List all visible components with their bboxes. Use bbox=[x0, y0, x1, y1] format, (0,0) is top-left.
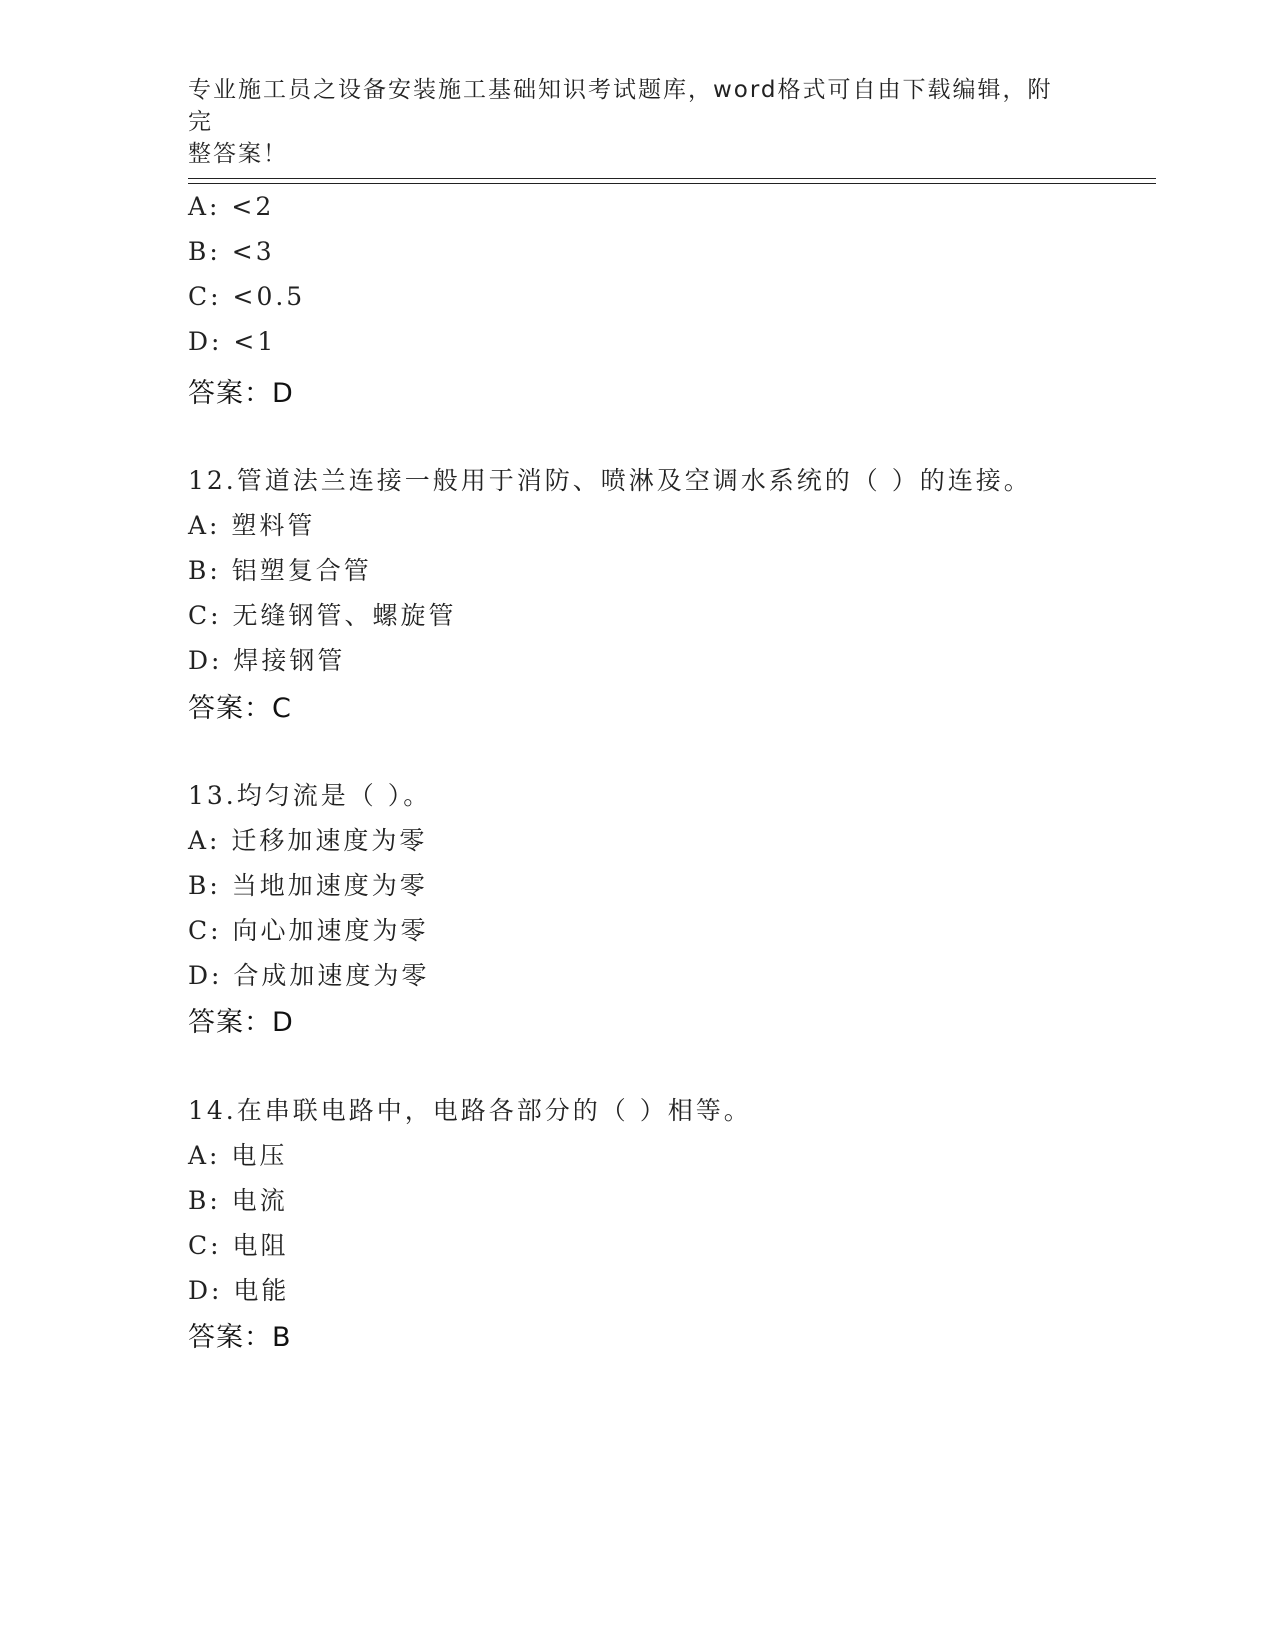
question-13-option-d: D: 合成加速度为零 bbox=[188, 961, 430, 990]
header-divider-bottom bbox=[188, 183, 1156, 184]
question-13-option-b: B: 当地加速度为零 bbox=[188, 871, 428, 900]
question-12-option-d: D: 焊接钢管 bbox=[188, 646, 346, 675]
document-header bbox=[188, 74, 1068, 170]
question-13-stem: 13.均匀流是（ ）。 bbox=[188, 781, 432, 810]
question-11-option-d: D: <1 bbox=[188, 327, 277, 356]
question-11-answer: 答案：D bbox=[188, 378, 294, 409]
header-divider-top bbox=[188, 178, 1156, 179]
question-12-stem: 12.管道法兰连接一般用于消防、喷淋及空调水系统的（ ）的连接。 bbox=[188, 466, 1032, 495]
question-13-option-c: C: 向心加速度为零 bbox=[188, 916, 429, 945]
question-14-option-d: D: 电能 bbox=[188, 1276, 290, 1305]
header-line-1: 专业施工员之设备安装施工基础知识考试题库，word格式可自由下载编辑，附完 bbox=[188, 77, 1053, 135]
question-12-option-c: C: 无缝钢管、螺旋管 bbox=[188, 601, 457, 630]
question-13-answer: 答案：D bbox=[188, 1007, 294, 1038]
question-14-option-b: B: 电流 bbox=[188, 1186, 288, 1215]
question-14-option-c: C: 电阻 bbox=[188, 1231, 289, 1260]
question-12-option-b: B: 铝塑复合管 bbox=[188, 556, 372, 585]
question-14-stem: 14.在串联电路中，电路各部分的（ ）相等。 bbox=[188, 1096, 752, 1125]
question-14-answer: 答案：B bbox=[188, 1322, 292, 1353]
question-11-option-c: C: <0.5 bbox=[188, 282, 306, 311]
question-11-option-b: B: <3 bbox=[188, 237, 275, 266]
question-12-option-a: A: 塑料管 bbox=[188, 511, 316, 540]
question-14-option-a: A: 电压 bbox=[188, 1141, 288, 1170]
question-13-option-a: A: 迁移加速度为零 bbox=[188, 826, 428, 855]
question-11-option-a: A: <2 bbox=[188, 192, 275, 221]
question-12-answer: 答案：C bbox=[188, 693, 292, 724]
header-line-2: 整答案！ bbox=[188, 141, 288, 167]
